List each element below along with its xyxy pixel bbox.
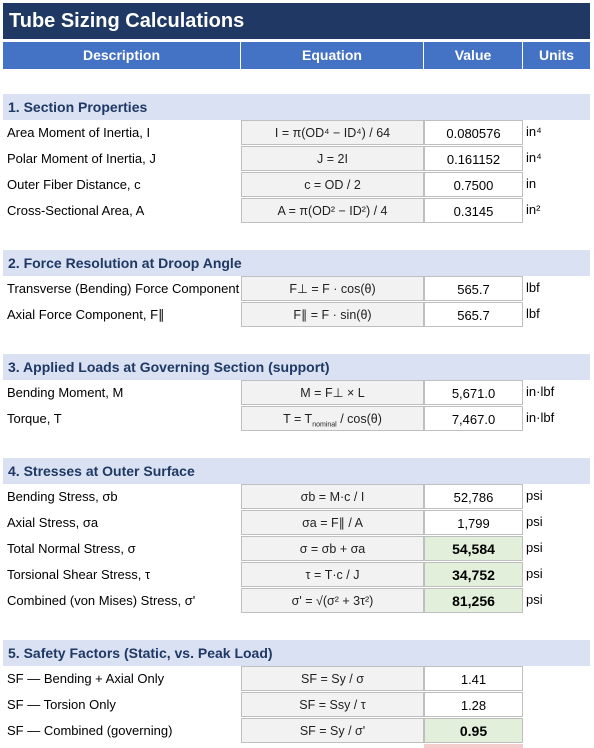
equation-cell[interactable]: σa = F∥ / A	[241, 510, 424, 535]
unit-cell: psi	[526, 514, 543, 529]
unit-cell: psi	[526, 540, 543, 555]
unit-cell: psi	[526, 488, 543, 503]
row-label: Bending Stress, σb	[7, 489, 118, 504]
column-header-value[interactable]: Value	[424, 42, 523, 69]
row-label: Axial Force Component, F∥	[7, 307, 165, 322]
partial-cell-below	[424, 744, 523, 748]
unit-cell: in⁴	[526, 150, 542, 165]
value-cell[interactable]: 565.7	[424, 276, 523, 301]
row-label: Total Normal Stress, σ	[7, 541, 136, 556]
row-label: Torque, T	[7, 411, 62, 426]
value-cell[interactable]: 0.161152	[424, 146, 523, 171]
value-cell[interactable]: 1.41	[424, 666, 523, 691]
column-header-units[interactable]: Units	[523, 42, 590, 69]
row-label: Area Moment of Inertia, I	[7, 125, 151, 140]
value-cell[interactable]: 7,467.0	[424, 406, 523, 431]
row-label: SF — Combined (governing)	[7, 723, 173, 738]
equation-cell[interactable]: σb = M·c / I	[241, 484, 424, 509]
equation-cell[interactable]: c = OD / 2	[241, 172, 424, 197]
value-cell[interactable]: 1.28	[424, 692, 523, 717]
row-label: Transverse (Bending) Force Component	[7, 281, 240, 296]
unit-cell: in·lbf	[526, 384, 555, 399]
column-header-description[interactable]: Description	[3, 42, 241, 69]
section-header-stresses: 4. Stresses at Outer Surface	[3, 458, 590, 484]
row-label: Axial Stress, σa	[7, 515, 99, 530]
unit-cell: in	[526, 176, 537, 191]
equation-cell[interactable]: τ = T·c / J	[241, 562, 424, 587]
value-cell[interactable]: 0.7500	[424, 172, 523, 197]
value-cell-highlighted[interactable]: 81,256	[424, 588, 523, 613]
value-cell[interactable]: 1,799	[424, 510, 523, 535]
section-header-safety-factors: 5. Safety Factors (Static, vs. Peak Load)	[3, 640, 590, 666]
value-cell[interactable]: 565.7	[424, 302, 523, 327]
equation-cell[interactable]: M = F⊥ × L	[241, 380, 424, 405]
value-cell[interactable]: 0.3145	[424, 198, 523, 223]
sheet-title: Tube Sizing Calculations	[3, 3, 590, 39]
value-cell-highlighted[interactable]: 34,752	[424, 562, 523, 587]
equation-cell[interactable]: F⊥ = F · cos(θ)	[241, 276, 424, 301]
section-header-section-properties: 1. Section Properties	[3, 94, 590, 120]
equation-cell[interactable]: σ' = √(σ² + 3τ²)	[241, 588, 424, 613]
section-header-force-resolution: 2. Force Resolution at Droop Angle	[3, 250, 590, 276]
row-label: Combined (von Mises) Stress, σ'	[7, 593, 196, 608]
unit-cell: lbf	[526, 280, 540, 295]
equation-subscript: nominal	[312, 421, 337, 429]
row-label: Polar Moment of Inertia, J	[7, 151, 156, 166]
row-label: Outer Fiber Distance, c	[7, 177, 141, 192]
equation-cell[interactable]	[241, 406, 424, 431]
row-label: SF — Bending + Axial Only	[7, 671, 165, 686]
equation-cell[interactable]: SF = Sy / σ	[241, 666, 424, 691]
value-cell-highlighted[interactable]: 0.95	[424, 718, 523, 743]
equation-cell[interactable]: SF = Sy / σ'	[241, 718, 424, 743]
equation-cell[interactable]: J = 2I	[241, 146, 424, 171]
unit-cell: psi	[526, 566, 543, 581]
unit-cell: psi	[526, 592, 543, 607]
equation-cell[interactable]: F∥ = F · sin(θ)	[241, 302, 424, 327]
column-header-equation[interactable]: Equation	[241, 42, 424, 69]
section-header-applied-loads: 3. Applied Loads at Governing Section (support)	[3, 354, 590, 380]
row-label: Cross-Sectional Area, A	[7, 203, 145, 218]
row-label: Torsional Shear Stress, τ	[7, 567, 151, 582]
value-cell[interactable]: 52,786	[424, 484, 523, 509]
value-cell[interactable]: 5,671.0	[424, 380, 523, 405]
value-cell[interactable]: 0.080576	[424, 120, 523, 145]
equation-cell[interactable]: σ = σb + σa	[241, 536, 424, 561]
equation-text: T = T	[283, 412, 313, 426]
equation-cell[interactable]: SF = Ssy / τ	[241, 692, 424, 717]
unit-cell: in⁴	[526, 124, 542, 139]
equation-cell[interactable]: I = π(OD⁴ − ID⁴) / 64	[241, 120, 424, 145]
unit-cell: in²	[526, 202, 541, 217]
row-label: SF — Torsion Only	[7, 697, 116, 712]
unit-cell: in·lbf	[526, 410, 555, 425]
equation-cell[interactable]: A = π(OD² − ID²) / 4	[241, 198, 424, 223]
value-cell-highlighted[interactable]: 54,584	[424, 536, 523, 561]
row-label: Bending Moment, M	[7, 385, 124, 400]
unit-cell: lbf	[526, 306, 540, 321]
equation-text: / cos(θ)	[336, 412, 382, 426]
